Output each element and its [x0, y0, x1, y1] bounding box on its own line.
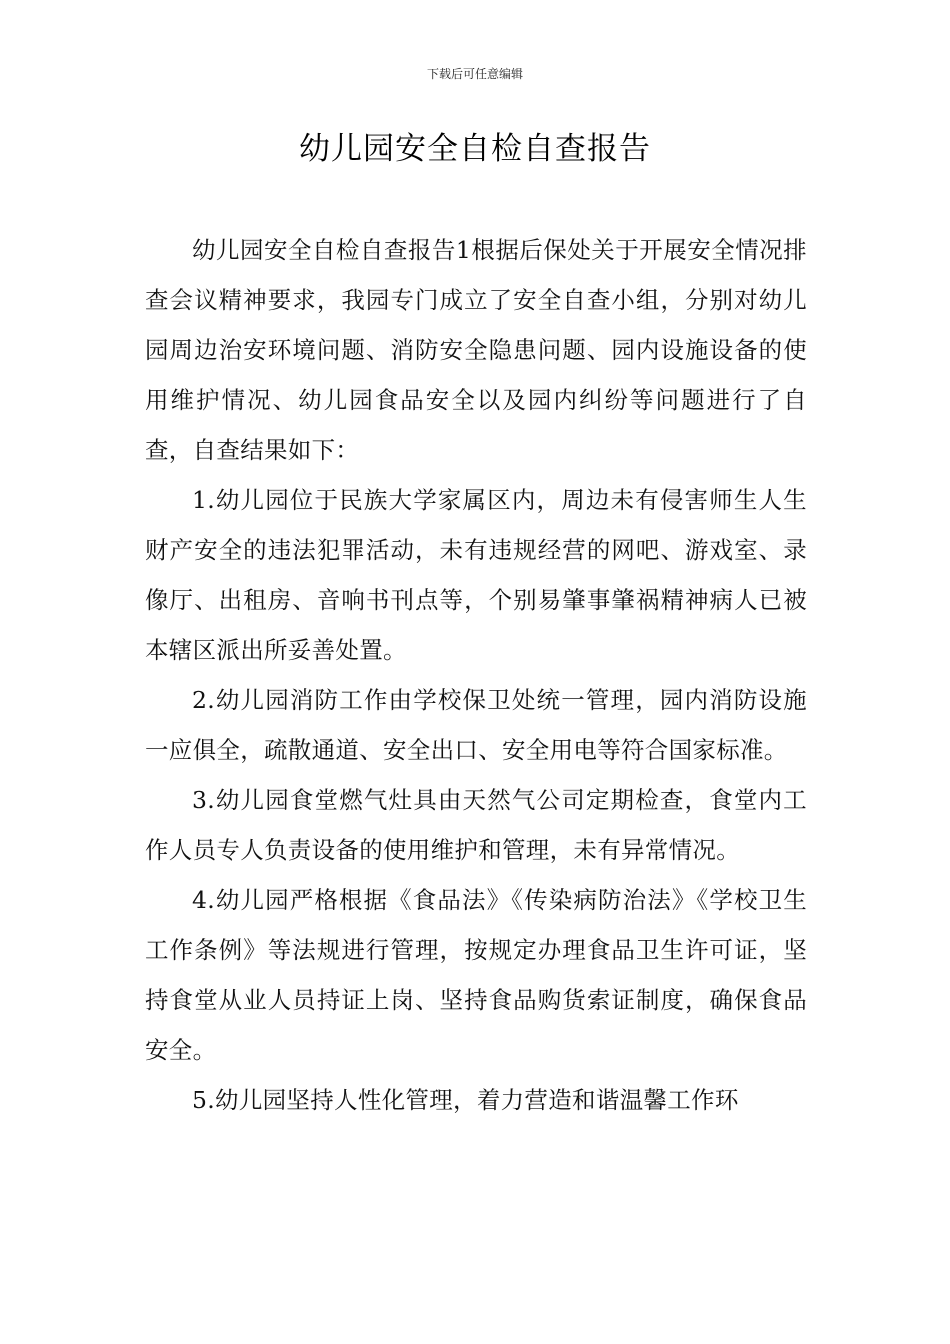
paragraph-intro: 幼儿园安全自检自查报告1根据后保处关于开展安全情况排查会议精神要求，我园专门成立了安全自查小组，分别对幼儿园周边治安环境问题、消防安全隐患问题、园内设施设备的使用维护情况、幼儿园食品安全以及园内纠纷等问题进行了自查，自查结果如下：	[145, 236, 807, 464]
paragraph-item-3: 3.幼儿园食堂燃气灶具由天然气公司定期检查，食堂内工作人员专人负责设备的使用维护和管理，未有异常情况。	[145, 786, 807, 864]
paragraph-item-2: 2.幼儿园消防工作由学校保卫处统一管理，园内消防设施一应俱全，疏散通道、安全出口、安全用电等符合国家标准。	[145, 686, 807, 764]
header-note: 下载后可任意编辑	[426, 67, 523, 81]
document-body	[145, 225, 807, 1125]
paragraph-item-5: 5.幼儿园坚持人性化管理，着力营造和谐温馨工作环	[192, 1086, 739, 1114]
page-title: 幼儿园安全自检自查报告	[299, 131, 651, 167]
paragraph-item-4: 4.幼儿园严格根据《食品法》《传染病防治法》《学校卫生工作条例》等法规进行管理，按规定办理食品卫生许可证，坚持食堂从业人员持证上岗、坚持食品购货索证制度，确保食品安全。	[145, 886, 807, 1064]
paragraph-item-1: 1.幼儿园位于民族大学家属区内，周边未有侵害师生人生财产安全的违法犯罪活动，未有违规经营的网吧、游戏室、录像厅、出租房、音响书刊点等，个别易肇事肇祸精神病人已被本辖区派出所妥善处置。	[145, 486, 807, 664]
